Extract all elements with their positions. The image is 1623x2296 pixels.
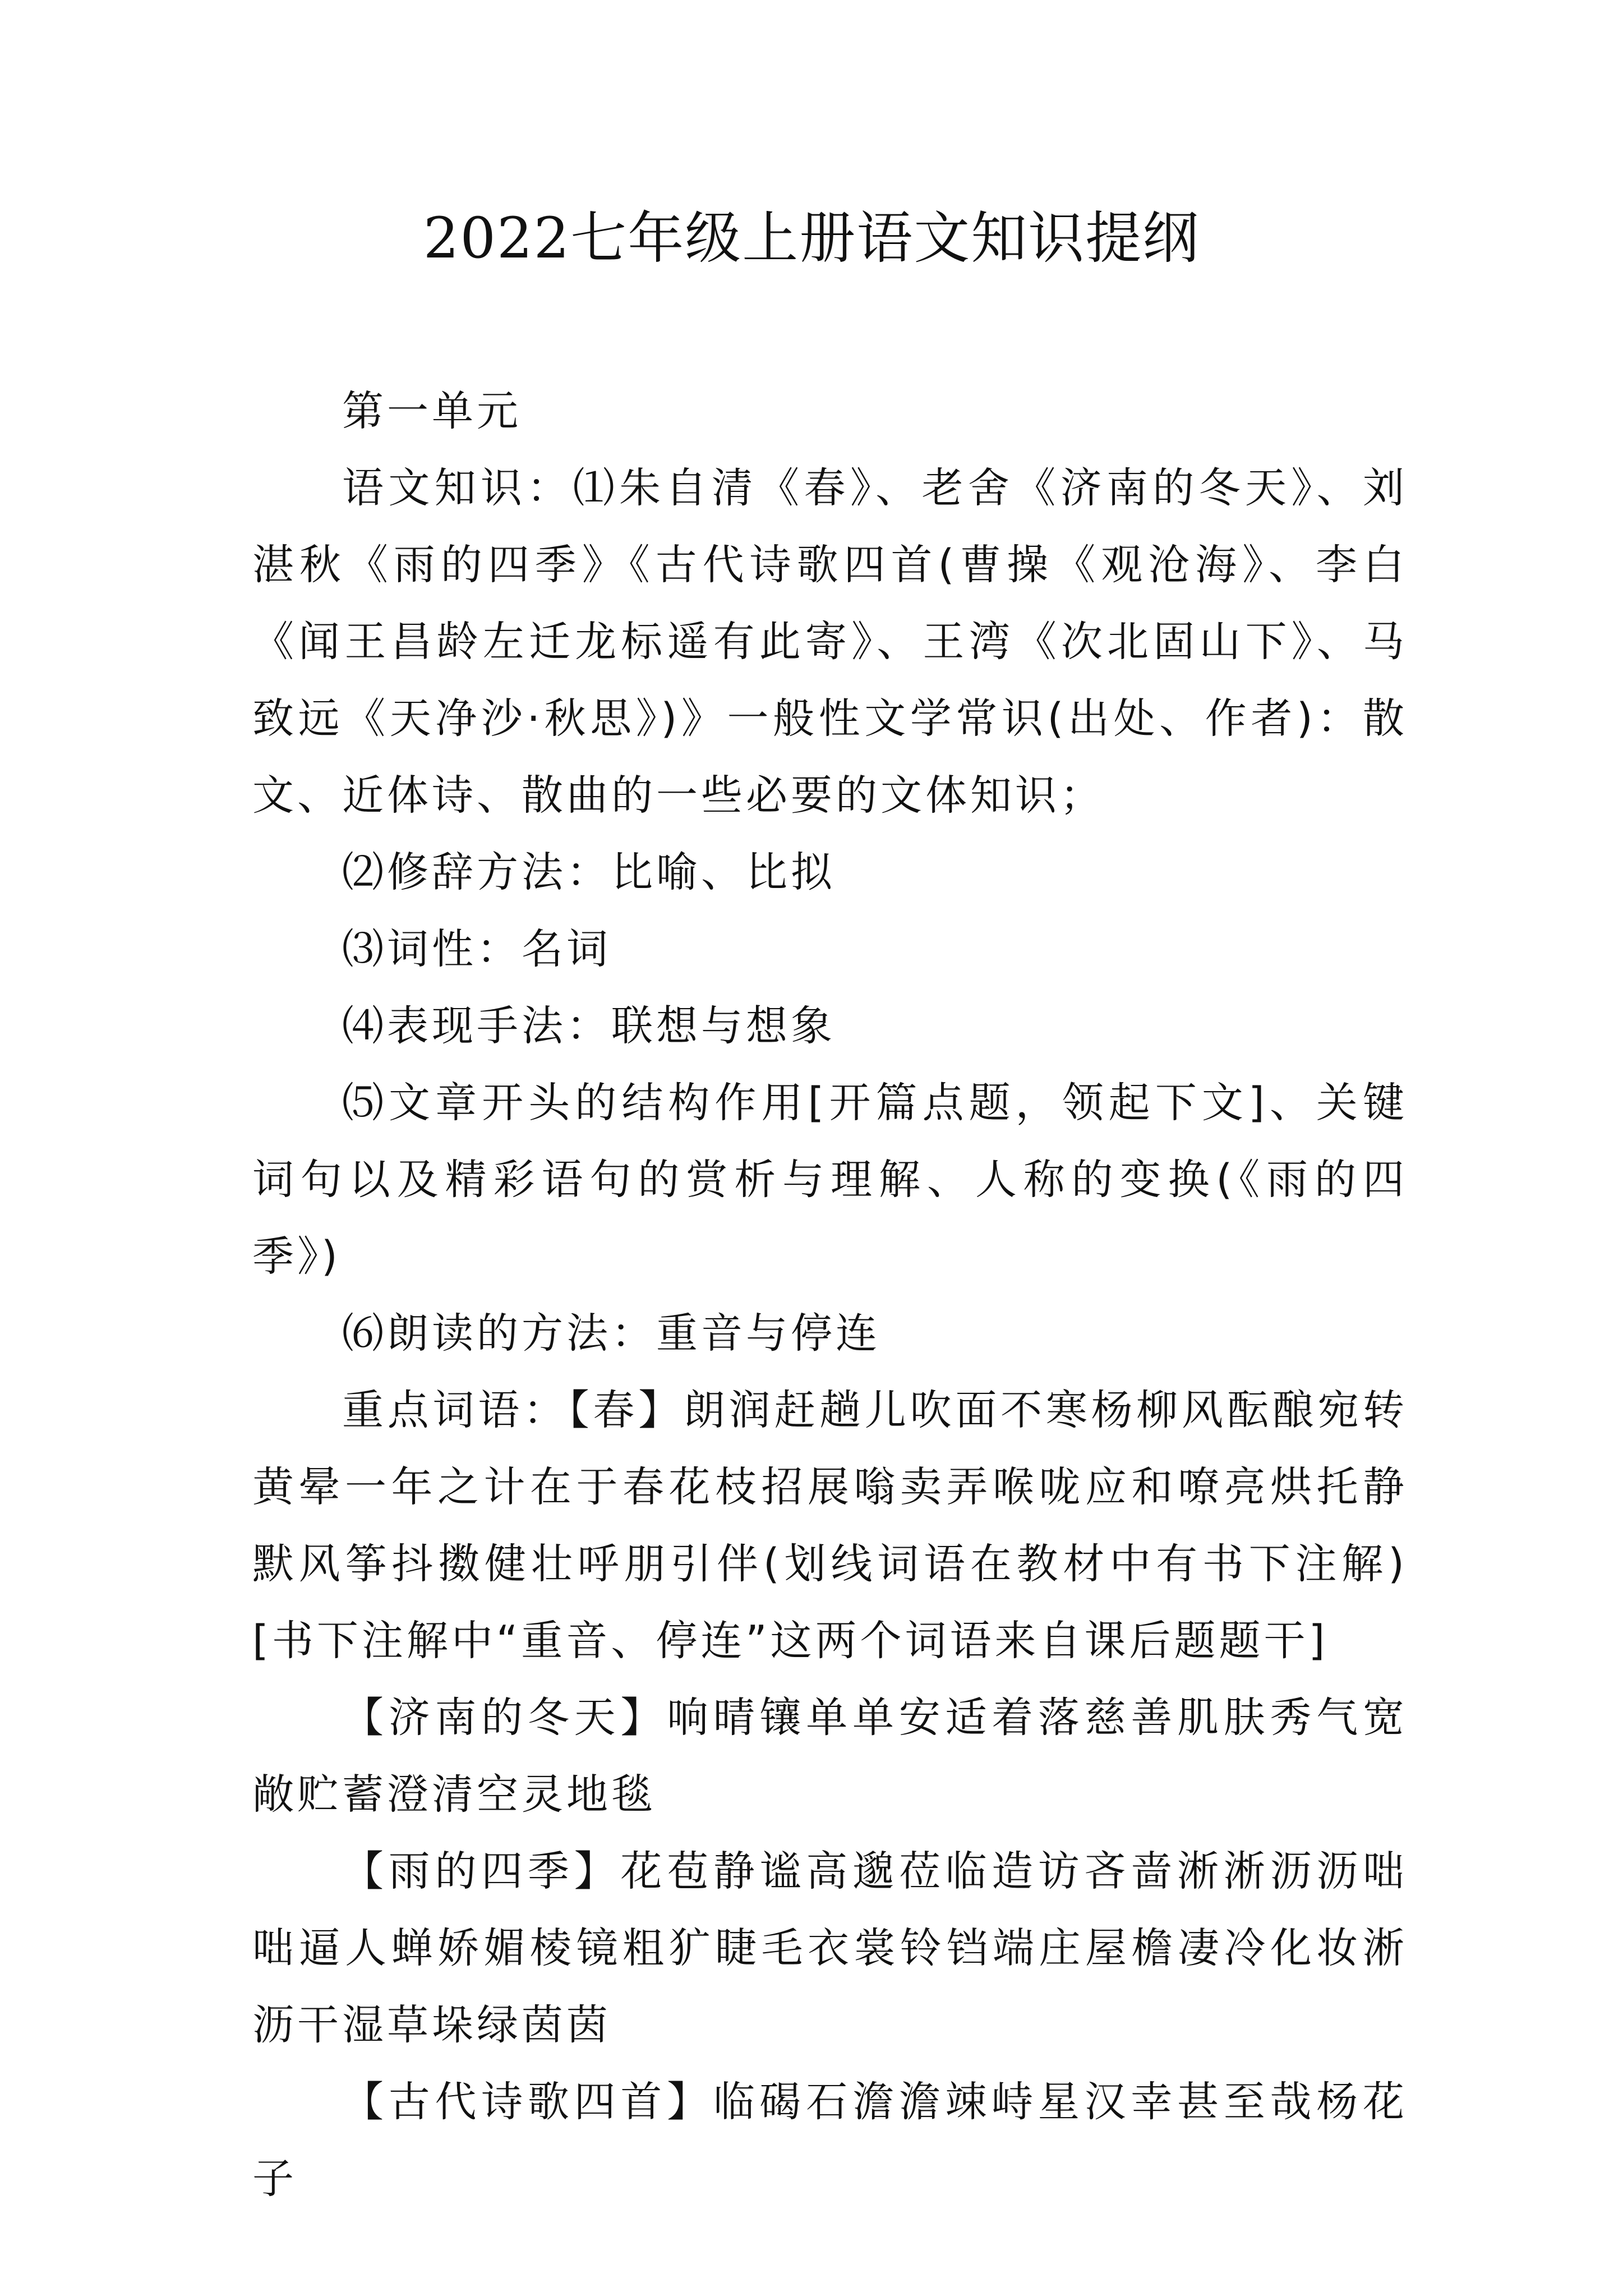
- paragraph: 重点词语：【春】朗润赶趟儿吹面不寒杨柳风酝酿宛转黄晕一年之计在于春花枝招展嗡卖弄喉咙应和嘹亮烘托静默风筝抖擞健壮呼朋引伴(划线词语在教材中有书下注解)[书下注解中“重音、停连”这两个词语来自课后题题干]: [252, 1386, 1408, 1665]
- section-heading: 第一单元: [342, 387, 522, 435]
- paragraph: ⑷表现手法：联想与想象: [342, 1002, 836, 1050]
- paragraph: 语文知识：⑴朱自清《春》、老舍《济南的冬天》、刘湛秋《雨的四季》《古代诗歌四首(曹操《观沧海》、李白《闻王昌龄左迁龙标遥有此寄》、王湾《次北固山下》、马致远《天净沙·秋思》)》一般性文学常识(出处、作者)：散文、近体诗、散曲的一些必要的文体知识；: [252, 464, 1408, 820]
- document-body: [252, 373, 1408, 2217]
- paragraph: 【济南的冬天】响晴镶单单安适着落慈善肌肤秀气宽敞贮蓄澄清空灵地毯: [252, 1694, 1408, 1819]
- paragraph: 【雨的四季】花苞静谧高邈莅临造访吝啬淅淅沥沥咄咄逼人蝉娇媚棱镜粗犷睫毛衣裳铃铛端庄屋檐凄冷化妆淅沥干湿草垛绿茵茵: [252, 1847, 1408, 2049]
- page-title: 2022七年级上册语文知识提纲: [423, 205, 1200, 271]
- paragraph: ⑶词性：名词: [342, 925, 611, 973]
- paragraph: 【古代诗歌四首】临碣石澹澹竦峙星汉幸甚至哉杨花子: [252, 2078, 1408, 2203]
- paragraph: ⑹朗读的方法：重音与停连: [342, 1309, 880, 1358]
- paragraph: ⑸文章开头的结构作用[开篇点题，领起下文]、关键词句以及精彩语句的赏析与理解、人称的变换(《雨的四季》): [252, 1079, 1408, 1281]
- paragraph: ⑵修辞方法：比喻、比拟: [342, 848, 836, 896]
